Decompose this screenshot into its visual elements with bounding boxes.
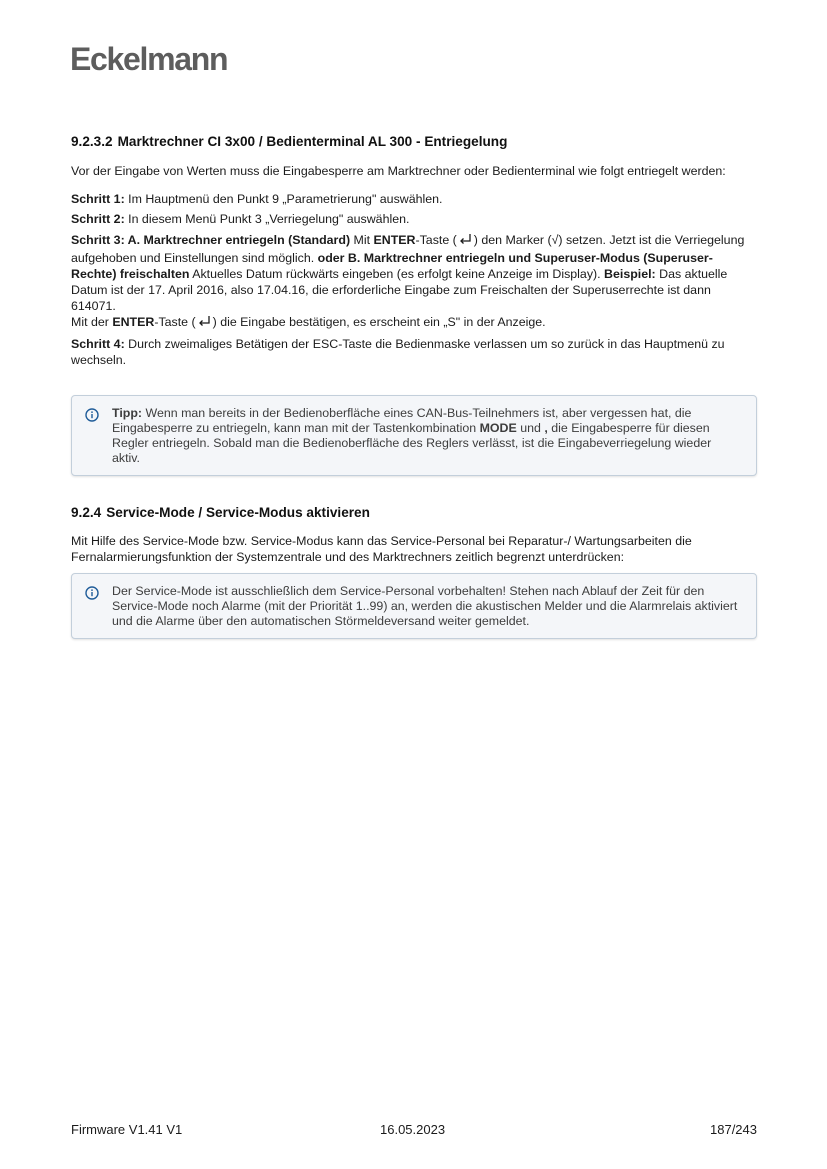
section-title: Service-Mode / Service-Modus aktivieren bbox=[106, 505, 370, 520]
info-circle-icon bbox=[85, 586, 99, 605]
footer-date: 16.05.2023 bbox=[380, 1122, 446, 1137]
tip-text-part: die Eingabesperre für diesen Regler entriegeln. Sobald man die Bedienoberfläche des Reglers verlässt, ist die Eingabeverriegelung wieder aktiv. bbox=[112, 421, 712, 465]
step-2 bbox=[71, 211, 757, 227]
step-3-option-b: oder B. Marktrechner entriegeln und Superuser-Modus (Superuser-Rechte) freischalten bbox=[71, 251, 713, 281]
step-3 bbox=[71, 232, 757, 314]
step-3-text: -Taste ( bbox=[415, 233, 457, 247]
tip-label: Tipp: bbox=[112, 406, 143, 420]
step-1-label: Schritt 1: bbox=[71, 192, 125, 206]
step-2-label: Schritt 2: bbox=[71, 212, 125, 226]
confirm-text: ) die Eingabe bestätigen, es erscheint ein „S" in der Anzeige. bbox=[212, 315, 546, 329]
step-1-text: Im Hauptmenü den Punkt 9 „Parametrierung" auswählen. bbox=[124, 192, 443, 206]
example-label: Beispiel: bbox=[604, 267, 656, 281]
enter-key-label: ENTER bbox=[373, 233, 416, 247]
section-number: 9.2.4 bbox=[71, 505, 102, 520]
enter-key-icon bbox=[459, 233, 472, 250]
section-title: Marktrechner CI 3x00 / Bedienterminal AL 300 - Entriegelung bbox=[117, 134, 508, 149]
mode-key-label: MODE bbox=[479, 421, 517, 435]
confirm-line bbox=[71, 314, 757, 332]
tip-text-part: Wenn man bereits in der Bedienoberfläche eines CAN-Bus-Teilnehmers ist, aber vergessen hat, die Eingabesperre zu entriegeln, kann man mit der Tastenkombination bbox=[112, 406, 692, 435]
step-4-label: Schritt 4: bbox=[71, 337, 125, 351]
step-4 bbox=[71, 336, 757, 368]
step-4-text: Durch zweimaliges Betätigen der ESC-Taste die Bedienmaske verlassen um so zurück in das Hauptmenü zu wechseln. bbox=[71, 337, 725, 367]
intro-paragraph: Vor der Eingabe von Werten muss die Eingabesperre am Marktrechner oder Bedienterminal wie folgt entriegelt werden: bbox=[71, 164, 726, 178]
section-number: 9.2.3.2 bbox=[71, 134, 113, 149]
step-2-text: In diesem Menü Punkt 3 „Verriegelung" auswählen. bbox=[124, 212, 410, 226]
step-3-text: Mit bbox=[350, 233, 374, 247]
confirm-text: -Taste ( bbox=[154, 315, 196, 329]
service-mode-paragraph: Mit Hilfe des Service-Mode bzw. Service-Modus kann das Service-Personal bei Reparatur-/ Wartungsarbeiten die Fernalarmierungsfunktion der Systemzentrale und des Marktrechners zeitlich begrenzt unterdrücken: bbox=[71, 534, 692, 564]
document-content bbox=[71, 133, 757, 639]
service-mode-note-text: Der Service-Mode ist ausschließlich dem Service-Personal vorbehalten! Stehen nach Ablauf der Zeit für den Service-Mode noch Alarme (mit der Priorität 1..99) an, werden die akustischen Melder und die Alarmrelais aktiviert und die Alarme über den automatischen Störmeldeversand weiter gemeldet. bbox=[112, 584, 738, 628]
section-heading-9-2-4 bbox=[71, 504, 757, 522]
step-3-text: Aktuelles Datum rückwärts eingeben (es erfolgt keine Anzeige im Display). bbox=[189, 267, 605, 281]
step-3-text: Das aktuelle Datum ist der 17. April 2016, also 17.04.16, die erforderliche Eingabe zum Freischalten der Superuserrechte ist dann 614071. bbox=[71, 267, 728, 313]
tip-box bbox=[71, 395, 757, 476]
footer-firmware: Firmware V1.41 V1 bbox=[71, 1122, 183, 1137]
tip-text-part: und bbox=[516, 421, 545, 435]
confirm-text: Mit der bbox=[71, 315, 113, 329]
logo: Eckelmann bbox=[70, 41, 228, 77]
section-heading-9-2-3-2 bbox=[71, 133, 757, 151]
tip-text bbox=[112, 406, 738, 466]
step-3-text: ) den Marker (√) setzen. Jetzt ist die Verriegelung aufgehoben und Einstellungen sind möglich. bbox=[71, 233, 745, 265]
comma-key-label: , bbox=[544, 421, 548, 435]
enter-key-label: ENTER bbox=[112, 315, 155, 329]
enter-key-icon bbox=[198, 315, 211, 332]
service-mode-note-box bbox=[71, 573, 757, 639]
info-circle-icon bbox=[85, 408, 99, 427]
step-1 bbox=[71, 191, 757, 207]
footer-page-number: 187/243 bbox=[710, 1122, 757, 1137]
step-3-label: Schritt 3: A. Marktrechner entriegeln (Standard) bbox=[71, 233, 351, 247]
